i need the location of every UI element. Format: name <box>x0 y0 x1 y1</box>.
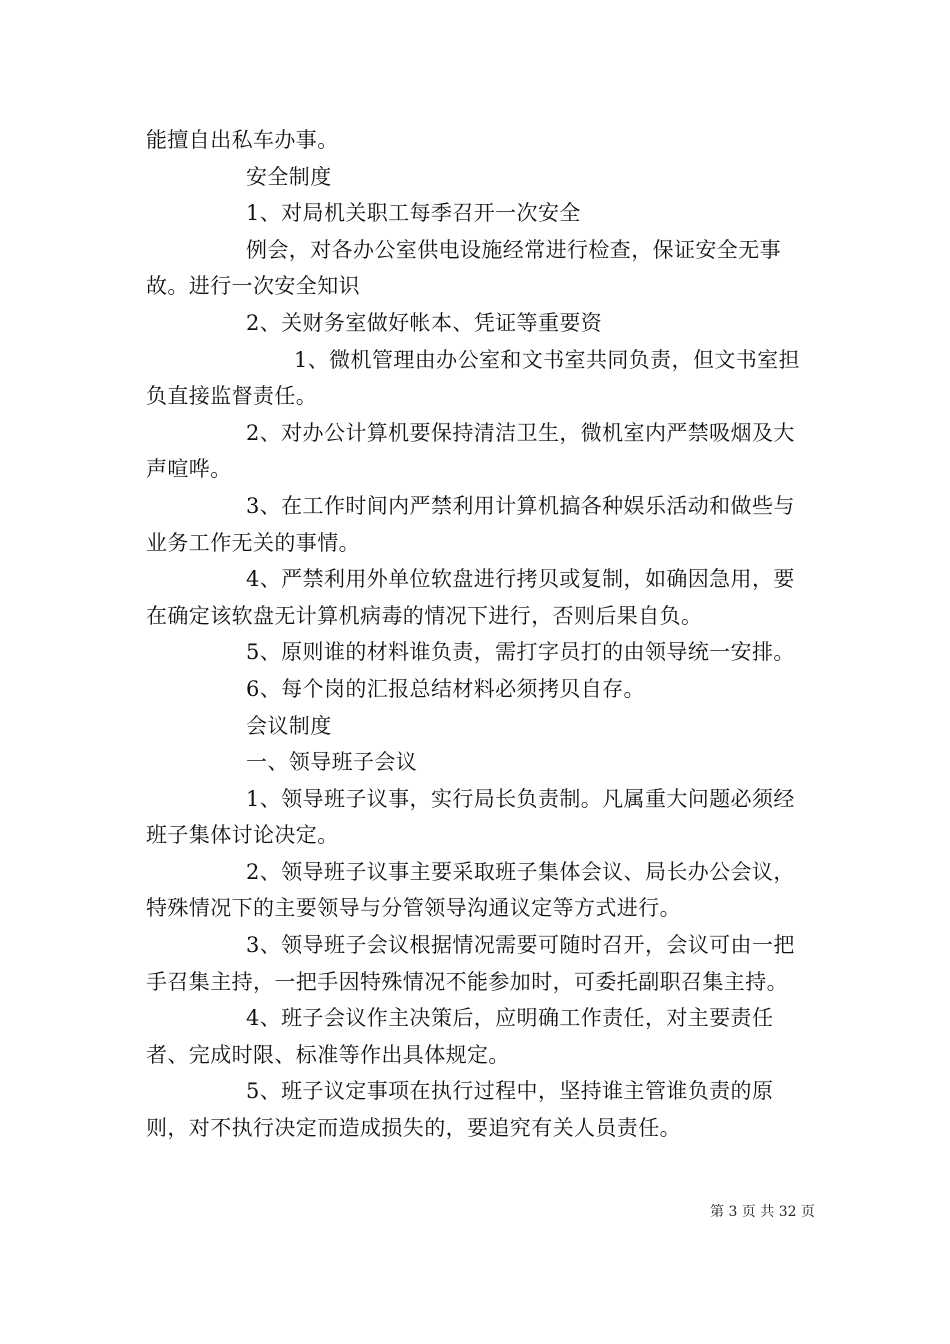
paragraph-9: 4、严禁利用外单位软盘进行拷贝或复制，如确因急用，要在确定该软盘无计算机病毒的情况下进行，否则后果自负。 <box>146 567 795 628</box>
paragraph-15: 2、领导班子议事主要采取班子集体会议、局长办公会议，特殊情况下的主要领导与分管领导沟通议定等方式进行。 <box>146 859 795 921</box>
paragraph-14: 1、领导班子议事，实行局长负责制。凡属重大问题必须经班子集体讨论决定。 <box>146 786 795 848</box>
paragraph-3: 1、对局机关职工每季召开一次安全 <box>246 201 581 226</box>
paragraph-1: 能擅自出私车办事。 <box>146 128 339 152</box>
paragraph-10: 5、原则谁的材料谁负责，需打字员打的由领导统一安排。 <box>246 640 795 665</box>
paragraph-4: 例会，对各办公室供电设施经常进行检查，保证安全无事故。进行一次安全知识 <box>146 237 781 299</box>
paragraph-5: 2、关财务室做好帐本、凭证等重要资 <box>246 310 603 335</box>
paragraph-7: 2、对办公计算机要保持清洁卫生，微机室内严禁吸烟及大声喧哗。 <box>146 420 795 482</box>
section-heading-safety: 安全制度 <box>246 164 332 189</box>
paragraph-11: 6、每个岗的汇报总结材料必须拷贝自存。 <box>246 676 645 701</box>
page-number-footer: 第 3 页 共 32 页 <box>710 1204 815 1220</box>
paragraph-17: 4、班子会议作主决策后，应明确工作责任，对主要责任者、完成时限、标准等作出具体规定。 <box>146 1006 774 1067</box>
paragraph-6: 1、微机管理由办公室和文书室共同负责，但文书室担负直接监督责任。 <box>146 347 800 409</box>
paragraph-8: 3、在工作时间内严禁利用计算机搞各种娱乐活动和做些与业务工作无关的事情。 <box>146 493 795 555</box>
paragraph-18: 5、班子议定事项在执行过程中，坚持谁主管谁负责的原则，对不执行决定而造成损失的，要追究有关人员责任。 <box>146 1079 774 1141</box>
section-heading-meeting: 会议制度 <box>246 713 332 738</box>
document-body <box>146 122 810 1147</box>
subsection-heading-leadership: 一、领导班子会议 <box>246 750 418 775</box>
paragraph-16: 3、领导班子会议根据情况需要可随时召开，会议可由一把手召集主持，一把手因特殊情况不能参加时，可委托副职召集主持。 <box>146 933 795 994</box>
